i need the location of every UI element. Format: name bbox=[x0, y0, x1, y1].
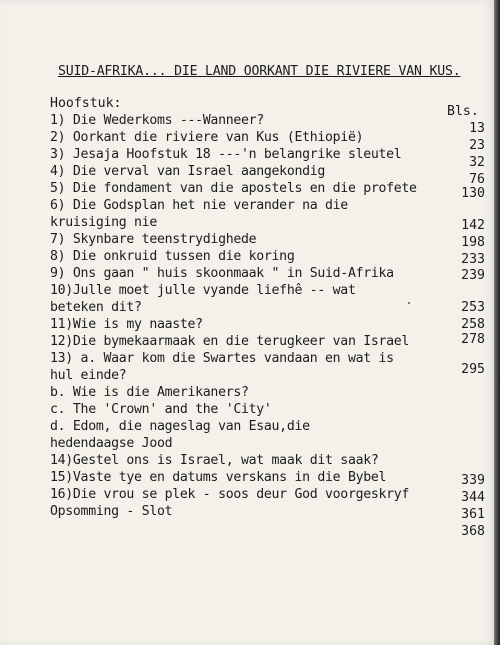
toc-line: 3) Jesaja Hoofstuk 18 ---'n belangrike sleutel bbox=[50, 147, 402, 162]
page-number: 295 bbox=[461, 362, 485, 377]
toc-line: 8) Die onkruid tussen die koring bbox=[50, 249, 295, 264]
page-number: 361 bbox=[461, 507, 485, 522]
page-number: 368 bbox=[461, 524, 485, 539]
page-number: 142 bbox=[461, 218, 485, 233]
toc-line: 13) a. Waar kom die Swartes vandaan en wat is bbox=[50, 351, 394, 366]
page-number: 76 bbox=[469, 172, 485, 187]
page-number: 198 bbox=[461, 235, 485, 250]
page-number: 253 bbox=[461, 300, 485, 315]
page-number: 278 bbox=[461, 332, 485, 347]
toc-line: 7) Skynbare teenstrydighede bbox=[50, 232, 257, 247]
toc-line: d. Edom, die nageslag van Esau,die bbox=[50, 419, 310, 434]
toc-line: 9) Ons gaan " huis skoonmaak " in Suid-Afrika bbox=[50, 266, 394, 281]
page-number: 23 bbox=[469, 138, 485, 153]
page-title: SUID-AFRIKA... DIE LAND OORKANT DIE RIVIERE VAN KUS. bbox=[58, 64, 461, 79]
page-number: 130 bbox=[461, 186, 485, 201]
toc-line: 1) Die Wederkoms ---Wanneer? bbox=[50, 113, 264, 128]
toc-line: beteken dit? bbox=[50, 300, 142, 315]
page-number: 233 bbox=[461, 252, 485, 267]
toc-line: 4) Die verval van Israel aangekondig bbox=[50, 164, 326, 179]
paper-speck bbox=[408, 302, 410, 304]
page-number: 239 bbox=[461, 268, 485, 283]
toc-line: 12)Die bymekaarmaak en die terugkeer van Israel bbox=[50, 334, 410, 349]
toc-line: 5) Die fondament van die apostels en die profete bbox=[50, 181, 417, 196]
chapter-header: Hoofstuk: bbox=[50, 96, 122, 111]
toc-line: Opsomming - Slot bbox=[50, 504, 173, 519]
page-column-header: Bls. bbox=[447, 104, 479, 119]
page-number: 258 bbox=[461, 317, 485, 332]
toc-line: kruisiging nie bbox=[50, 215, 157, 230]
toc-line: 2) Oorkant die riviere van Kus (Ethiopië) bbox=[50, 130, 364, 145]
page-number: 32 bbox=[469, 155, 485, 170]
page-number: 339 bbox=[461, 473, 485, 488]
toc-line: 6) Die Godsplan het nie verander na die bbox=[50, 198, 348, 213]
toc-line: hedendaagse Jood bbox=[50, 436, 173, 451]
toc-line: b. Wie is die Amerikaners? bbox=[50, 385, 249, 400]
toc-line: 16)Die vrou se plek - soos deur God voorgeskryf bbox=[50, 487, 410, 502]
toc-line: 11)Wie is my naaste? bbox=[50, 317, 203, 332]
toc-line: hul einde? bbox=[50, 368, 127, 383]
page-number: 13 bbox=[469, 121, 485, 136]
page-edge-shadow bbox=[494, 0, 500, 645]
toc-line: 14)Gestel ons is Israel, wat maak dit saak? bbox=[50, 453, 379, 468]
toc-line: 10)Julle moet julle vyande liefhê -- wat bbox=[50, 283, 356, 298]
toc-line: 15)Vaste tye en datums verskans in die Bybel bbox=[50, 470, 387, 485]
toc-line: c. The 'Crown' and the 'City' bbox=[50, 402, 272, 417]
page-number: 344 bbox=[461, 490, 485, 505]
